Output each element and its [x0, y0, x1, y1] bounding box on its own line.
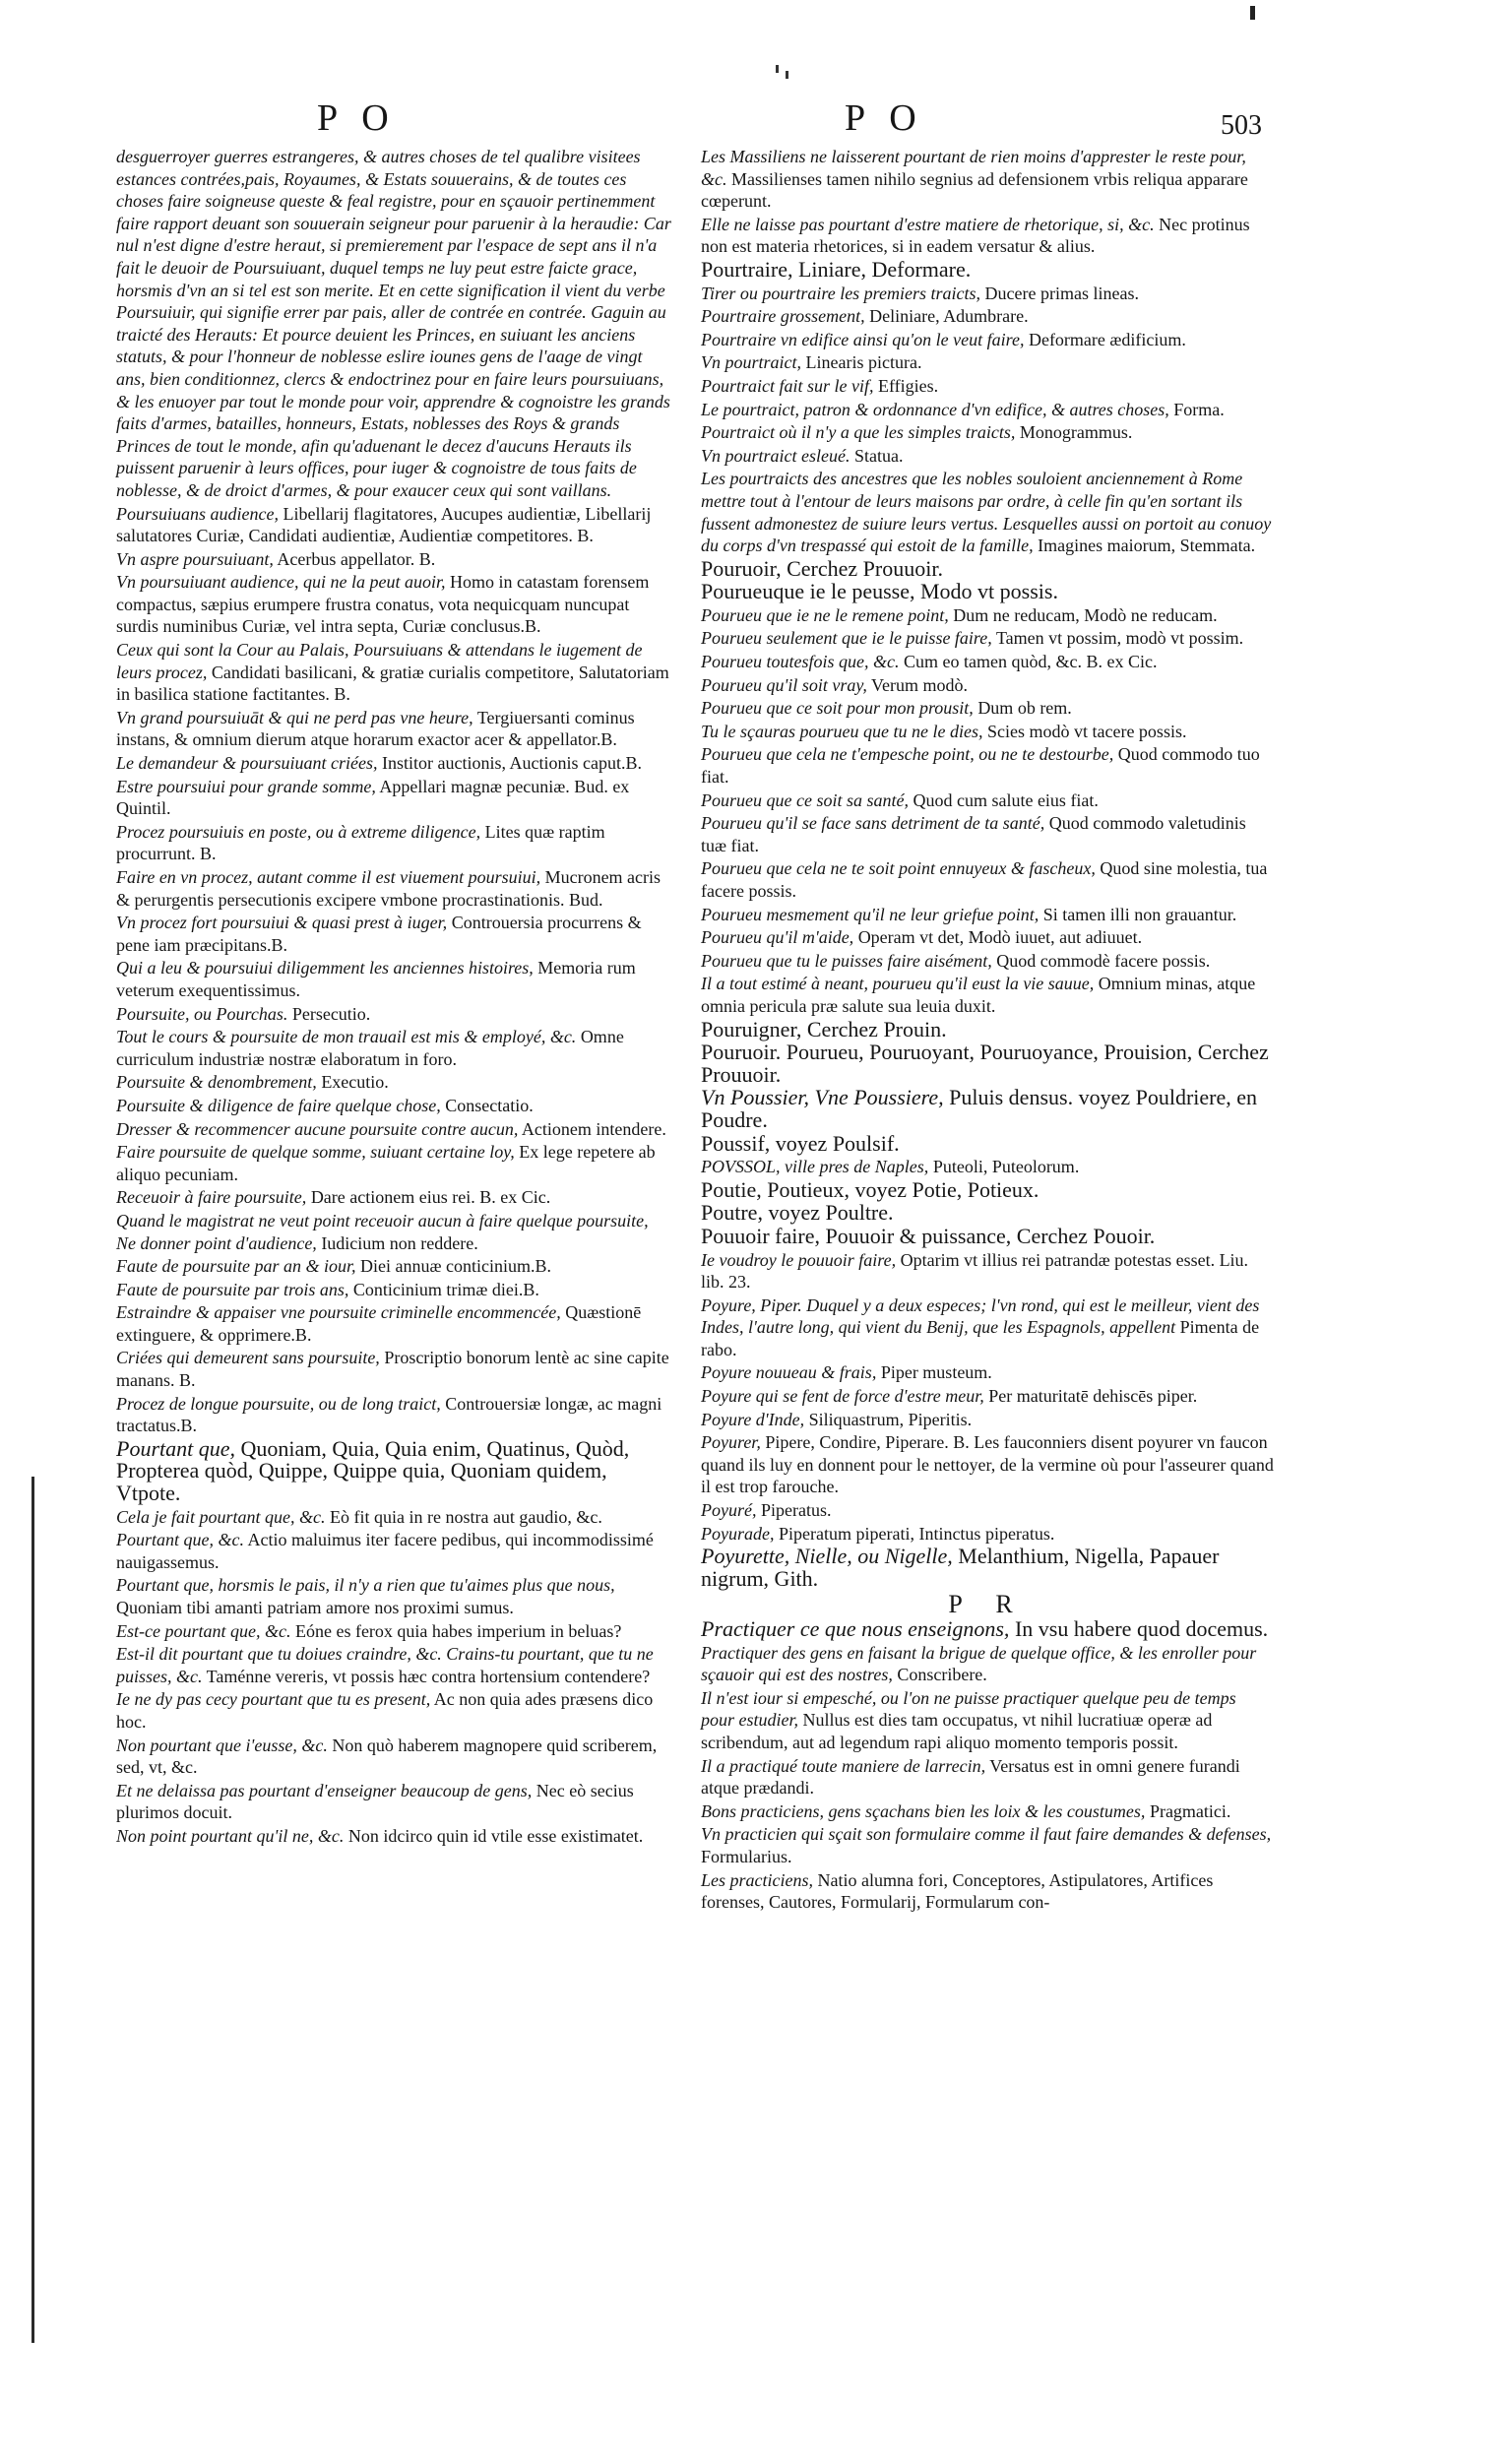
dictionary-entry [116, 503, 672, 547]
entry-french: Faire poursuite de quelque somme, suiuant certaine loy, [116, 1142, 515, 1163]
entry-french: Il n'est iour si empesché, ou l'on ne puisse practiquer quelque peu de temps pour estudier, [701, 1687, 1236, 1731]
dictionary-entry [116, 548, 672, 571]
entry-latin: Verum modò. [866, 674, 969, 695]
ink-speck [786, 71, 788, 79]
dictionary-entry [116, 571, 672, 638]
dictionary-entry [116, 639, 672, 706]
dictionary-entry [116, 1026, 672, 1070]
entry-latin: In vsu habere quod docemus. [1009, 1616, 1269, 1641]
dictionary-entry [701, 1499, 1274, 1522]
entry-latin: Puteoli, Puteolorum. [928, 1157, 1080, 1177]
entry-french: Tu le sçauras pourueu que tu ne le dies, [701, 721, 983, 741]
entry-latin: Quod commodo valetudinis tuæ fiat. [701, 813, 1246, 855]
entry-french: Pourueu seulement que ie le puisse faire, [701, 628, 992, 649]
dictionary-entry [701, 651, 1274, 673]
dictionary-entry [701, 1618, 1274, 1641]
dictionary-entry [701, 789, 1274, 812]
dictionary-entry [701, 1523, 1274, 1546]
dictionary-entry [116, 1620, 672, 1643]
ink-speck [776, 65, 779, 73]
entry-latin: Puluis densus. voyez Pouldriere, en Poudre. [701, 1085, 1258, 1132]
dictionary-entry [701, 256, 1274, 282]
entry-latin: Dum ob rem. [973, 698, 1072, 719]
dictionary-entry [701, 1431, 1274, 1498]
entry-french: Tout le cours & poursuite de mon trauail est mis & employé, &c. [116, 1027, 577, 1047]
entry-latin: Versatus est in omni genere furandi atque prædandi. [701, 1755, 1240, 1798]
entry-latin: Piper musteum. [876, 1362, 992, 1383]
dictionary-entry [116, 1301, 672, 1346]
entry-latin: Executio. [316, 1072, 389, 1093]
entry-french: Dresser & recommencer aucune poursuite contre aucun, [116, 1118, 519, 1139]
entry-latin: Conscribere. [892, 1665, 987, 1685]
dictionary-entry [701, 421, 1274, 444]
entry-latin: Omne curriculum industriæ nostræ elaboratum in foro. [116, 1027, 624, 1069]
entry-french: Vn Poussier, Vne Poussiere, [701, 1085, 944, 1110]
entry-french: Poyure qui se fent de force d'estre meur, [701, 1386, 984, 1407]
entry-latin: Monogrammus. [1015, 422, 1133, 443]
entry-latin: Acerbus appellator. B. [273, 548, 436, 569]
entry-latin: Piperatum piperati, Intinctus piperatus. [774, 1523, 1055, 1544]
running-head-right: P O [845, 97, 924, 139]
entry-latin: Nec eò secius plurimos docuit. [116, 1780, 634, 1823]
entry-latin: Nullus est dies tam occupatus, vt nihil lucratiuæ operæ ad scribendum, aut ad legendum rapi aliquo momento temporis possit. [701, 1710, 1213, 1752]
entry-french: Pourueu que ie ne le remene point, [701, 604, 949, 625]
entry-french: Poyurette, Nielle, ou Nigelle, [701, 1544, 953, 1569]
entry-latin: Dum ne reducam, Modò ne reducam. [948, 604, 1218, 625]
dictionary-entry [116, 752, 672, 775]
entry-latin: Statua. [850, 445, 904, 466]
entry-latin: Siliquastrum, Piperitis. [804, 1409, 973, 1429]
entry-latin: Massilienses tamen nihilo segnius ad defensionem vrbis reliqua apparare cœperunt. [701, 168, 1248, 212]
entry-latin: Controuersiæ longæ, ac magni tractatus.B. [116, 1393, 662, 1436]
entry-latin: Candidati basilicani, & gratiæ curialis competitore, Salutatoriam in basilica statione factitantes. B. [116, 662, 669, 705]
entry-latin: Forma. [1168, 399, 1225, 419]
entry-latin: Lites quæ raptim procurrunt. B. [116, 821, 605, 864]
dictionary-entry [701, 1294, 1274, 1361]
entry-french: Vn pourtraict esleué. [701, 445, 850, 466]
entry-latin: Eóne es ferox quia habes imperium in beluas? [290, 1620, 622, 1641]
dictionary-entry [701, 857, 1274, 902]
entry-french: Vn practicien qui sçait son formulaire comme il faut faire demandes & defenses, [701, 1824, 1272, 1845]
dictionary-entry [116, 1825, 672, 1848]
dictionary-entry [701, 604, 1274, 627]
dictionary-entry [116, 1506, 672, 1529]
entry-latin: Imagines maiorum, Stemmata. [1033, 536, 1256, 556]
dictionary-entry [701, 1823, 1274, 1867]
entry-latin: Quod sine molestia, tua facere possis. [701, 858, 1268, 901]
entry-latin: Omnium minas, atque omnia pericula præ salute sua leuia duxit. [701, 974, 1256, 1016]
dictionary-entry [116, 1529, 672, 1573]
entry-latin: Pouruoir, Cerchez Prouuoir. [701, 555, 943, 581]
entry-latin: Homo in catastam forensem compactus, sæpius erumpere frustra conatus, vota nequicquam nuncupat surdis numinibus Curiæ, vel intra septa, Curiæ conclusus.B. [116, 572, 650, 637]
ink-mark [1250, 6, 1255, 20]
entry-latin: Controuersia procurrens & pene iam præcipitans.B. [116, 913, 642, 955]
entry-latin: Melanthium, Nigella, Papauer nigrum, Gith. [701, 1544, 1220, 1591]
dictionary-entry [701, 1041, 1274, 1086]
dictionary-entry [116, 1347, 672, 1391]
entry-latin: Effigies. [873, 375, 939, 396]
dictionary-entry [116, 957, 672, 1001]
entry-french: Poursuite, ou Pourchas. [116, 1003, 288, 1024]
dictionary-entry [701, 283, 1274, 305]
dictionary-entry [116, 776, 672, 820]
entry-french: Le pourtraict, patron & ordonnance d'vn edifice, & autres choses, [701, 399, 1169, 419]
entry-french: Pourtraire grossement, [701, 306, 865, 327]
dictionary-entry [701, 581, 1274, 603]
entry-french: Non pourtant que i'eusse, &c. [116, 1735, 328, 1755]
dictionary-entry [116, 1118, 672, 1141]
entry-french: Les pourtraicts des ancestres que les nobles souloient anciennement à Rome mettre tout à l'entour de leurs maisons par ordre, à celle fin qu'en sortant ils fussent admonestez de suiure leurs vertus. Lesquelles aussi on portoit au conuoy du corps d'vn trespassé qui estoit de la famille, [701, 469, 1272, 556]
entry-french: Vn grand poursuiuāt & qui ne perd pas vne heure, [116, 707, 473, 727]
dictionary-entry [701, 926, 1274, 949]
entry-french: Est-ce pourtant que, &c. [116, 1620, 291, 1641]
entry-latin: Non quò haberem magnopere quid scriberem, sed, vt, &c. [116, 1735, 658, 1778]
entry-french: Poyure d'Inde, [701, 1409, 805, 1429]
dictionary-entry [701, 721, 1274, 743]
entry-latin: Quoniam, Quia, Quia enim, Quatinus, Quòd, Propterea quòd, Quippe, Quippe quia, Quoniam quidem, Vtpote. [116, 1435, 630, 1506]
entry-french: Vn poursuiuant audience, qui ne la peut auoir, [116, 572, 446, 593]
entry-french: Faire en vn procez, autant comme il est viuement poursuiui, [116, 867, 541, 887]
dictionary-entry [701, 1202, 1274, 1225]
dictionary-entry [116, 1141, 672, 1185]
dictionary-entry [701, 1642, 1274, 1686]
entry-latin: Deliniare, Adumbrare. [864, 306, 1029, 327]
entry-latin: Piperatus. [756, 1500, 832, 1521]
entry-french: Bons practiciens, gens sçachans bien les loix & les coustumes, [701, 1800, 1146, 1821]
dictionary-entry [701, 1385, 1274, 1408]
entry-latin: Actionem intendere. [518, 1118, 666, 1139]
entry-latin: Memoria rum veterum exequentissimus. [116, 958, 636, 1000]
entry-french: Pourueu que ce soit sa santé, [701, 789, 909, 810]
entry-latin: Poutre, voyez Poultre. [701, 1200, 894, 1226]
dictionary-entry [701, 1800, 1274, 1823]
entry-latin: Nec protinus non est materia rhetorices, si in eadem versatur & alius. [701, 214, 1250, 257]
entry-french: Pourueu qu'il soit vray, [701, 674, 867, 695]
dictionary-entry [701, 445, 1274, 468]
entry-french: Non point pourtant qu'il ne, &c. [116, 1825, 345, 1846]
entry-french: Poyure nouueau & frais, [701, 1362, 877, 1383]
entry-french: Ceux qui sont la Cour au Palais, Poursuiuans & attendans le iugement de leurs procez, [116, 640, 643, 682]
entry-french: Poursuite & denombrement, [116, 1072, 317, 1093]
dictionary-entry [701, 743, 1274, 788]
entry-latin: Si tamen illi non grauantur. [1039, 904, 1237, 924]
entry-french: Pourtraict fait sur le vif, [701, 375, 874, 396]
margin-rule [26, 1477, 39, 2343]
left-column [116, 146, 672, 1849]
dictionary-entry [701, 351, 1274, 374]
entry-french: Practiquer ce que nous enseignons, [701, 1616, 1010, 1641]
entry-french: Practiquer des gens en faisant la brigue de quelque office, & les enroller pour sçauoir qui est des nostres, [701, 1642, 1257, 1685]
dictionary-entry [701, 1249, 1274, 1294]
entry-french: Il a practiqué toute maniere de larrecin, [701, 1755, 986, 1776]
entry-french: Quand le magistrat ne veut point receuoir aucun à faire quelque poursuite, Ne donner point d'audience, [116, 1210, 649, 1253]
dictionary-entry [116, 821, 672, 865]
entry-latin: Quod commodè facere possis. [991, 950, 1211, 971]
entry-french: Poyurade, [701, 1523, 775, 1544]
section-heading: P R [948, 1590, 1027, 1619]
entry-latin: Poussif, voyez Poulsif. [701, 1130, 900, 1156]
dictionary-entry [701, 1361, 1274, 1384]
dictionary-entry [116, 1071, 672, 1094]
dictionary-entry [701, 812, 1274, 856]
entry-latin: Institor auctionis, Auctionis caput.B. [377, 753, 642, 774]
entry-latin: Ducere primas lineas. [980, 283, 1139, 303]
entry-french: Poyure, Piper. Duquel y a deux especes; l'vn rond, qui est le meilleur, vient des Indes, l'autre long, qui vient du Benij, que les Espagnols, appellent [701, 1294, 1260, 1338]
entry-latin: Scies modò vt tacere possis. [982, 721, 1187, 741]
dictionary-entry [116, 1186, 672, 1209]
dictionary-entry [701, 468, 1274, 556]
entry-french: Poursuite & diligence de faire quelque chose, [116, 1095, 441, 1115]
dictionary-entry [701, 1156, 1274, 1178]
dictionary-entry [701, 375, 1274, 398]
dictionary-entry [116, 146, 672, 502]
entry-french: Elle ne laisse pas pourtant d'estre matiere de rhetorique, si, &c. [701, 214, 1155, 234]
entry-latin: Mucronem acris & perurgentis persecutionis excipere vmbone procrastinationis. Bud. [116, 867, 662, 910]
page-number: 503 [1221, 110, 1262, 141]
entry-french: Tirer ou pourtraire les premiers traicts, [701, 283, 981, 303]
entry-latin: Taménne vereris, vt possis hæc contra hortensium contendere? [202, 1666, 651, 1686]
entry-french: Pourueu qu'il se face sans detriment de ta santé, [701, 813, 1045, 834]
entry-latin: Tergiuersanti cominus instans, & omnium dierum atque horarum exactor acer & appellator.B. [116, 707, 635, 750]
entry-french: Les practiciens, [701, 1869, 813, 1890]
dictionary-entry [701, 1687, 1274, 1754]
entry-latin: Quoniam tibi amanti patriam amore nos proximi sumus. [116, 1598, 514, 1617]
dictionary-entry [116, 1003, 672, 1026]
entry-latin: Appellari magnæ pecuniæ. Bud. ex Quintil. [116, 776, 630, 819]
entry-latin: Quæstionē extinguere, & opprimere.B. [116, 1302, 642, 1345]
entry-latin: Persecutio. [287, 1003, 371, 1024]
entry-latin: Linearis pictura. [801, 352, 922, 373]
entry-french: Est-il dit pourtant que tu doiues craindre, &c. Crains-tu pourtant, que tu ne puisses, &c. [116, 1644, 654, 1686]
dictionary-entry [116, 1688, 672, 1733]
dictionary-entry [116, 912, 672, 956]
entry-french: Cela je fait pourtant que, &c. [116, 1506, 326, 1527]
entry-french: Pourueu que cela ne te soit point ennuyeux & fascheux, [701, 858, 1096, 879]
dictionary-entry [116, 1393, 672, 1437]
entry-french: Pourtant que, [116, 1435, 235, 1461]
entry-french: Les Massiliens ne laisserent pourtant de rien moins d'apprester le reste pour, &c. [701, 147, 1246, 189]
entry-latin: Operam vt det, Modò iuuet, aut adiuuet. [853, 927, 1143, 948]
dictionary-entry [701, 399, 1274, 421]
entry-french: Qui a leu & poursuiui diligemment les anciennes histoires, [116, 958, 534, 978]
dictionary-entry [701, 1087, 1274, 1131]
entry-french: Vn procez fort poursuiui & quasi prest à iuger, [116, 913, 448, 933]
entry-latin: Iudicium non reddere. [316, 1232, 478, 1253]
right-column [701, 146, 1274, 1915]
dictionary-entry [116, 1095, 672, 1117]
entry-french: Poursuiuans audience, [116, 503, 279, 524]
dictionary-entry [116, 1780, 672, 1824]
dictionary-entry [701, 1869, 1274, 1914]
dictionary-entry [116, 707, 672, 751]
entry-french: Pourueu toutesfois que, &c. [701, 652, 900, 672]
dictionary-entry [701, 146, 1274, 213]
entry-french: Il a tout estimé à neant, pourueu qu'il eust la vie sauue, [701, 974, 1095, 994]
entry-latin: Quod cum salute eius fiat. [908, 789, 1099, 810]
dictionary-entry [116, 1735, 672, 1779]
entry-french: Poyuré, [701, 1500, 757, 1521]
dictionary-entry [701, 1755, 1274, 1799]
entry-latin: Pragmatici. [1145, 1800, 1231, 1821]
entry-latin: Pourtraire, Liniare, Deformare. [701, 256, 972, 282]
entry-latin: Pourueuque ie le peusse, Modo vt possis. [701, 579, 1058, 604]
dictionary-entry [116, 1255, 672, 1278]
entry-latin: Libellarij flagitatores, Aucupes audientiæ, Libellarij salutatores Curiæ, Candidati audientiæ, Audientiæ competitores. B. [116, 503, 652, 546]
entry-latin: Conticinium trimæ diei.B. [348, 1279, 539, 1299]
entry-latin: Deformare ædificium. [1024, 329, 1186, 349]
entry-latin: Per maturitatē dehiscēs piper. [983, 1386, 1198, 1407]
dictionary-entry [701, 674, 1274, 697]
entry-latin: Pouruigner, Cerchez Prouin. [701, 1016, 947, 1041]
dictionary-entry [701, 1223, 1274, 1248]
entry-latin: Tamen vt possim, modò vt possim. [991, 628, 1244, 649]
entry-french: Procez poursuiuis en poste, ou à extreme diligence, [116, 821, 481, 842]
entry-latin: Cum eo tamen quòd, &c. B. ex Cic. [899, 652, 1158, 672]
entry-french: Estre poursuiui pour grande somme, [116, 776, 376, 796]
entry-latin: Diei annuæ conticinium.B. [355, 1256, 551, 1277]
entry-french: Estraindre & appaiser vne poursuite criminelle encommencée, [116, 1302, 561, 1323]
entry-latin: Dare actionem eius rei. B. ex Cic. [306, 1187, 551, 1208]
dictionary-entry [701, 904, 1274, 926]
entry-french: Vn pourtraict, [701, 352, 801, 373]
dictionary-entry [116, 1574, 672, 1618]
dictionary-entry [701, 555, 1274, 581]
dictionary-entry [116, 1279, 672, 1301]
entry-french: Pourueu que tu le puisses faire aisément, [701, 950, 992, 971]
entry-french: Pourueu que ce soit pour mon prousit, [701, 698, 974, 719]
entry-latin: Pimenta de rabo. [701, 1317, 1260, 1359]
dictionary-entry [701, 214, 1274, 258]
dictionary-entry [701, 1016, 1274, 1041]
entry-french: Et ne delaissa pas pourtant d'enseigner beaucoup de gens, [116, 1780, 533, 1800]
entry-latin: Ex lege repetere ab aliquo pecuniam. [116, 1142, 656, 1184]
entry-latin: Ac non quia ades præsens dico hoc. [116, 1689, 654, 1732]
entry-french: Vn aspre poursuiuant, [116, 548, 274, 569]
dictionary-entry [701, 697, 1274, 720]
entry-french: Pourueu mesmement qu'il ne leur griefue point, [701, 904, 1040, 924]
entry-french: Procez de longue poursuite, ou de long traict, [116, 1393, 441, 1414]
dictionary-entry [116, 1643, 672, 1687]
dictionary-entry [701, 627, 1274, 650]
entry-latin: Pouruoir. Pourueu, Pouruoyant, Pouruoyance, Prouision, Cerchez Prouuoir. [701, 1040, 1269, 1087]
entry-french: Faute de poursuite par an & iour, [116, 1256, 356, 1277]
dictionary-entry [116, 866, 672, 911]
entry-latin: Optarim vt illius rei patrandæ potestas esset. Liu. lib. 23. [701, 1249, 1249, 1293]
entry-french: Pourueu que cela ne t'empesche point, ou ne te destourbe, [701, 744, 1114, 765]
entry-french: Criées qui demeurent sans poursuite, [116, 1348, 380, 1368]
entry-french: Ie voudroy le pouuoir faire, [701, 1249, 897, 1270]
entry-latin: Consectatio. [440, 1095, 534, 1115]
entry-latin: Pouuoir faire, Pouuoir & puissance, Cerchez Pouoir. [701, 1223, 1156, 1248]
entry-french: Pourtraict où il n'y a que les simples traicts, [701, 422, 1016, 443]
dictionary-entry [701, 973, 1274, 1017]
dictionary-entry [116, 1210, 672, 1254]
entry-latin: Proscriptio bonorum lentè ac sine capite manans. B. [116, 1348, 669, 1391]
entry-latin: Non idcirco quin id vtile esse existimatet. [344, 1825, 644, 1846]
entry-latin: Actio maluimus iter facere pedibus, qui incommodissimé nauigassemus. [116, 1530, 654, 1572]
entry-latin: Eò fit quia in re nostra aut gaudio, &c. [325, 1506, 602, 1527]
dictionary-entry [701, 1409, 1274, 1431]
entry-french: Receuoir à faire poursuite, [116, 1187, 307, 1208]
dictionary-entry [701, 1546, 1274, 1590]
entry-latin: Quod commodo tuo fiat. [701, 744, 1260, 788]
dictionary-entry [701, 1176, 1274, 1202]
entry-french: Pourtraire vn edifice ainsi qu'on le veut faire, [701, 329, 1025, 349]
entry-french: desguerroyer guerres estrangeres, & autres choses de tel qualibre visitees estances contrées,pais, Royaumes, & Estats souuerains, & de toutes ces choses faire soigneuse queste & feal registre, pour en sçauoir pertinemment faire rapport deuant son souuerain seigneur pour paruenir à la heraudie: Car nul n'est digne d'estre heraut, si premierement par l'espace de sept ans il n'a fait le deuoir de Poursuiuant, duquel temps ne luy peut estre faicte grace, horsmis d'vn an si tel est son merite. Et en cette signification il vient du verbe Poursuiuir, qui signifie errer par pais, aller de contrée en contrée. Gaguin au traicté des Herauts: Et pource deuient les Princes, en suiuant les anciens statuts, & pour l'honneur de noblesse eslire iounes gens de l'aage de vingt ans, bien conditionnez, clercs & endoctrinez pour en faire leurs poursuiuans, & les enuoyer par tout le monde pour voir, apprendre & cognoistre les grands faits d'armes, batailles, honneurs, Estats, noblesses des Roys & grands Princes de tout le monde, afin qu'aduenant le decez d'aucuns Herauts ils puissent paruenir à leurs offices, pour iuger & cognoistre de tous faits de noblesse, & de droict d'armes, & pour exaucer ceux qui sont vaillans. [116, 147, 671, 500]
entry-french: Ie ne dy pas cecy pourtant que tu es present, [116, 1689, 431, 1710]
entry-latin: Poutie, Poutieux, voyez Potie, Potieux. [701, 1176, 1040, 1202]
entry-french: POVSSOL, ville pres de Naples, [701, 1157, 929, 1177]
dictionary-entry [701, 1130, 1274, 1156]
dictionary-entry [116, 1435, 672, 1506]
entry-french: Le demandeur & poursuiuant criées, [116, 753, 378, 774]
entry-latin: Pipere, Condire, Piperare. B. Les fauconniers disent poyurer vn faucon quand ils luy en donnent pour le nettoyer, de la vermine où pour l'asseurer quand il est trop farouche. [701, 1432, 1274, 1497]
dictionary-entry [701, 950, 1274, 973]
dictionary-entry [701, 329, 1274, 351]
entry-latin: Formularius. [701, 1846, 792, 1866]
entry-french: Pourtant que, horsmis le pais, il n'y a rien que tu'aimes plus que nous, [116, 1575, 615, 1596]
running-head-left: P O [317, 97, 397, 139]
dictionary-entry [701, 305, 1274, 328]
entry-latin: Natio alumna fori, Conceptores, Astipulatores, Artifices forenses, Cautores, Formularij, Formularum con- [701, 1869, 1214, 1913]
entry-french: Pourueu qu'il m'aide, [701, 927, 854, 948]
entry-french: Faute de poursuite par trois ans, [116, 1279, 349, 1299]
entry-french: Pourtant que, &c. [116, 1530, 244, 1550]
entry-french: Poyurer, [701, 1432, 761, 1453]
